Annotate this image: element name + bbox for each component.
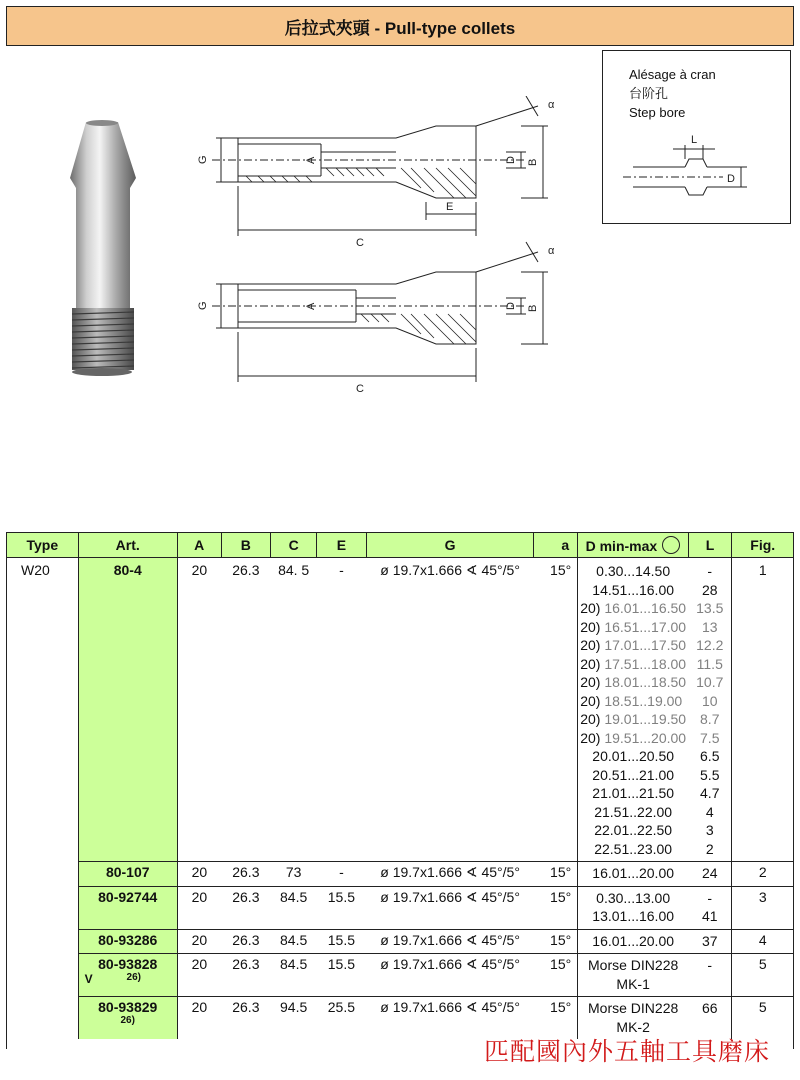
header-l: L (688, 533, 732, 558)
d-range-line (580, 956, 686, 975)
cell-art-value: 80-107 (105, 864, 150, 880)
cell-alpha: 15° (534, 954, 578, 997)
cell-art (78, 862, 177, 887)
cell-art (78, 886, 177, 929)
step-bore-box (602, 50, 791, 224)
cell-d (578, 558, 688, 862)
cell-type: W20 (7, 558, 79, 862)
cell-alpha: 15° (534, 997, 578, 1040)
cell-art-value: 80-93286 (98, 931, 158, 948)
d-range-line (580, 673, 686, 692)
table-body (7, 558, 794, 1040)
page-title (6, 6, 794, 46)
label-a: A (305, 302, 317, 310)
step-bore-fr: Alésage à cran (629, 67, 716, 82)
cell-a: 20 (177, 886, 221, 929)
cell-c: 94.5 (271, 997, 317, 1040)
cell-l (688, 862, 732, 887)
cell-a: 20 (177, 862, 221, 887)
circle-icon (662, 536, 680, 554)
label-c: C (356, 237, 364, 249)
cell-fig: 1 (732, 558, 794, 862)
d-range-value: 14.51...16.00 (592, 581, 675, 598)
cell-art-value: 80-93828 (98, 956, 158, 972)
d-range-line (580, 999, 686, 1018)
label-g: G (197, 155, 209, 164)
d-range-line (580, 692, 686, 711)
cell-l (688, 558, 732, 862)
cell-alpha: 15° (550, 562, 572, 578)
cell-c: 84.5 (271, 929, 317, 954)
l-value: 4.7 (700, 785, 720, 801)
d-range-line (580, 710, 686, 729)
drawing-fig-2 (196, 236, 576, 436)
label-d: D (505, 302, 517, 310)
cell-art-note-text: 26) (126, 972, 141, 983)
header-g: G (366, 533, 534, 558)
cell-art-value: 80-92744 (98, 888, 158, 905)
collet-body (70, 122, 136, 308)
l-value: 24 (701, 865, 718, 881)
d-range-line (580, 655, 686, 674)
cell-b: 26.3 (221, 862, 271, 887)
d-range-line (580, 599, 686, 618)
d-range-line (580, 821, 686, 840)
d-range-footnote: 20) (580, 637, 601, 653)
l-value: 8.7 (700, 711, 720, 727)
d-range-value: 13.01...16.00 (592, 908, 675, 924)
cell-g: ø 19.7x1.666 ∢ 45°/5° (366, 929, 534, 954)
l-value: 13 (701, 618, 718, 635)
l-value: - (707, 957, 713, 973)
header-b: B (221, 533, 271, 558)
cell-e: 25.5 (317, 997, 367, 1040)
label-e: E (446, 201, 454, 213)
d-range-line (580, 840, 686, 859)
cell-b: 26.3 (221, 954, 271, 997)
l-value: 41 (701, 908, 718, 924)
cell-b: 26.3 (232, 562, 260, 578)
header-a: A (177, 533, 221, 558)
cell-e: - (317, 862, 367, 887)
d-range-footnote: 20) (580, 655, 601, 672)
l-value: 12.2 (696, 637, 724, 653)
step-bore-label-l: L (691, 134, 698, 146)
cell-type (7, 929, 79, 954)
d-range-line (580, 747, 686, 766)
cell-art-note-mark: V (84, 972, 93, 986)
d-range-footnote: 20) (580, 674, 601, 690)
l-value: 2 (705, 840, 714, 857)
page-title-text: 后拉式夾頭 - Pull-type collets (284, 18, 516, 38)
cell-g: ø 19.7x1.666 ∢ 45°/5° (380, 562, 520, 578)
label-d: D (505, 156, 517, 164)
l-value: 66 (701, 1000, 718, 1016)
label-b: B (527, 304, 539, 312)
l-value: 6.5 (700, 748, 720, 764)
cell-art-value: 80-93829 (98, 999, 158, 1015)
d-range-value: 22.51..23.00 (594, 840, 673, 857)
cell-b: 26.3 (221, 997, 271, 1040)
cell-e: 15.5 (317, 886, 367, 929)
cell-alpha: 15° (534, 929, 578, 954)
d-range-value: 17.01...17.50 (604, 637, 687, 653)
cell-b: 26.3 (221, 929, 271, 954)
l-value: 3 (705, 822, 714, 838)
d-range-value: 19.01...19.50 (604, 711, 687, 727)
cell-art-note-text: 26) (120, 1015, 135, 1026)
cell-l (688, 954, 732, 997)
d-range-line (580, 784, 686, 803)
cell-art (78, 997, 177, 1040)
d-range-line (580, 889, 686, 908)
d-range-line (580, 581, 686, 600)
d-range-value: Morse DIN228 (588, 957, 679, 973)
cell-d (578, 929, 688, 954)
d-range-line (580, 636, 686, 655)
cell-a: 20 (177, 997, 221, 1040)
d-range-value: 16.01...16.50 (604, 600, 687, 616)
cell-a: 20 (191, 562, 208, 578)
header-d-text: D min-max (585, 538, 658, 554)
cell-type (7, 954, 79, 997)
collet-photo (52, 118, 156, 380)
d-range-value: 0.30...14.50 (596, 563, 671, 579)
step-bore-drawing (623, 131, 783, 211)
cell-art-note (81, 1015, 175, 1026)
cell-alpha: 15° (534, 862, 578, 887)
cell-type (7, 862, 79, 887)
label-alpha: α (548, 99, 555, 111)
cell-art-note (81, 972, 175, 986)
footer-slogan: 匹配國內外五軸工具磨床 (483, 1037, 770, 1066)
d-range-line (580, 975, 686, 994)
d-range-value: Morse DIN228 (588, 1000, 679, 1016)
cell-e: - (339, 562, 344, 578)
cell-e: 15.5 (317, 929, 367, 954)
table-row (7, 558, 794, 862)
cell-fig: 2 (732, 862, 794, 887)
cell-art-value: 80-4 (113, 562, 142, 578)
cell-l (688, 929, 732, 954)
d-range-line (580, 766, 686, 785)
cell-a: 20 (177, 954, 221, 997)
l-value: 28 (701, 581, 718, 598)
cell-g: ø 19.7x1.666 ∢ 45°/5° (366, 997, 534, 1040)
d-range-value: 21.51..22.00 (594, 803, 673, 820)
cell-a: 20 (177, 929, 221, 954)
d-range-value: MK-1 (616, 975, 650, 992)
header-d (578, 533, 688, 558)
label-g: G (197, 301, 209, 310)
cell-c: 84.5 (271, 886, 317, 929)
collet-table (6, 532, 794, 1049)
cell-d (578, 862, 688, 887)
cell-g: ø 19.7x1.666 ∢ 45°/5° (366, 862, 534, 887)
step-bore-en: Step bore (629, 105, 686, 120)
header-fig: Fig. (732, 533, 794, 558)
d-range-value: 0.30...13.00 (596, 889, 671, 906)
l-value: 4 (705, 803, 714, 820)
d-range-value: 16.51...17.00 (604, 618, 687, 635)
d-range-value: 20.51...21.00 (592, 766, 675, 783)
table-row (7, 954, 794, 997)
l-value: - (707, 889, 713, 906)
l-value: 10 (701, 692, 718, 709)
table-header-row (7, 533, 794, 558)
header-c: C (271, 533, 317, 558)
cell-alpha: 15° (534, 886, 578, 929)
header-e: E (317, 533, 367, 558)
label-a: A (305, 156, 317, 164)
cell-e: 15.5 (317, 954, 367, 997)
cell-c: 84.5 (271, 954, 317, 997)
l-value: - (707, 563, 713, 579)
d-range-footnote: 20) (580, 711, 601, 727)
d-range-value: 20.01...20.50 (592, 748, 675, 764)
d-range-footnote: 20) (580, 618, 601, 635)
cell-g: ø 19.7x1.666 ∢ 45°/5° (366, 886, 534, 929)
d-range-line (580, 803, 686, 822)
d-range-value: 18.01...18.50 (604, 674, 687, 690)
d-range-line (580, 932, 686, 951)
cell-l (688, 886, 732, 929)
d-range-value: 16.01...20.00 (592, 932, 675, 949)
label-b: B (527, 158, 539, 166)
cell-c: 84. 5 (278, 562, 310, 578)
header-alpha: a (534, 533, 578, 558)
step-bore-cn: 台阶孔 (629, 86, 669, 101)
cell-type (7, 997, 79, 1040)
d-range-footnote: 20) (580, 692, 601, 709)
cell-art (78, 954, 177, 997)
label-alpha: α (548, 245, 555, 257)
d-range-value: 21.01...21.50 (592, 785, 675, 801)
d-range-value: 18.51..19.00 (604, 692, 683, 709)
d-range-line (580, 618, 686, 637)
cell-c: 73 (271, 862, 317, 887)
d-range-line (580, 729, 686, 748)
cell-fig: 5 (732, 997, 794, 1040)
l-value: 13.5 (696, 600, 724, 616)
l-value: 37 (701, 932, 718, 949)
label-c: C (356, 383, 364, 395)
cell-type (7, 886, 79, 929)
header-art: Art. (78, 533, 177, 558)
cell-d (578, 954, 688, 997)
d-range-line (580, 907, 686, 926)
l-value: 5.5 (700, 766, 720, 783)
l-value: 7.5 (700, 729, 720, 746)
d-range-value: MK-2 (616, 1018, 650, 1035)
l-value (690, 975, 729, 994)
header-type: Type (7, 533, 79, 558)
step-bore-label-d: D (727, 173, 735, 185)
cell-b: 26.3 (221, 886, 271, 929)
cell-art (78, 929, 177, 954)
d-range-value: 19.51...20.00 (604, 729, 687, 746)
table-row (7, 886, 794, 929)
d-range-footnote: 20) (580, 729, 601, 746)
table-row (7, 862, 794, 887)
cell-d (578, 886, 688, 929)
cell-fig: 4 (732, 929, 794, 954)
l-value: 11.5 (696, 655, 723, 672)
cell-g: ø 19.7x1.666 ∢ 45°/5° (366, 954, 534, 997)
d-range-value: 17.51...18.00 (604, 655, 687, 672)
d-range-value: 16.01...20.00 (592, 865, 675, 881)
d-range-value: 22.01..22.50 (594, 822, 673, 838)
cell-art (78, 558, 177, 862)
d-range-line (580, 562, 686, 581)
d-range-line (580, 864, 686, 883)
cell-fig: 5 (732, 954, 794, 997)
l-value: 10.7 (696, 674, 724, 690)
d-range-footnote: 20) (580, 600, 601, 616)
table-row (7, 929, 794, 954)
cell-fig: 3 (732, 886, 794, 929)
